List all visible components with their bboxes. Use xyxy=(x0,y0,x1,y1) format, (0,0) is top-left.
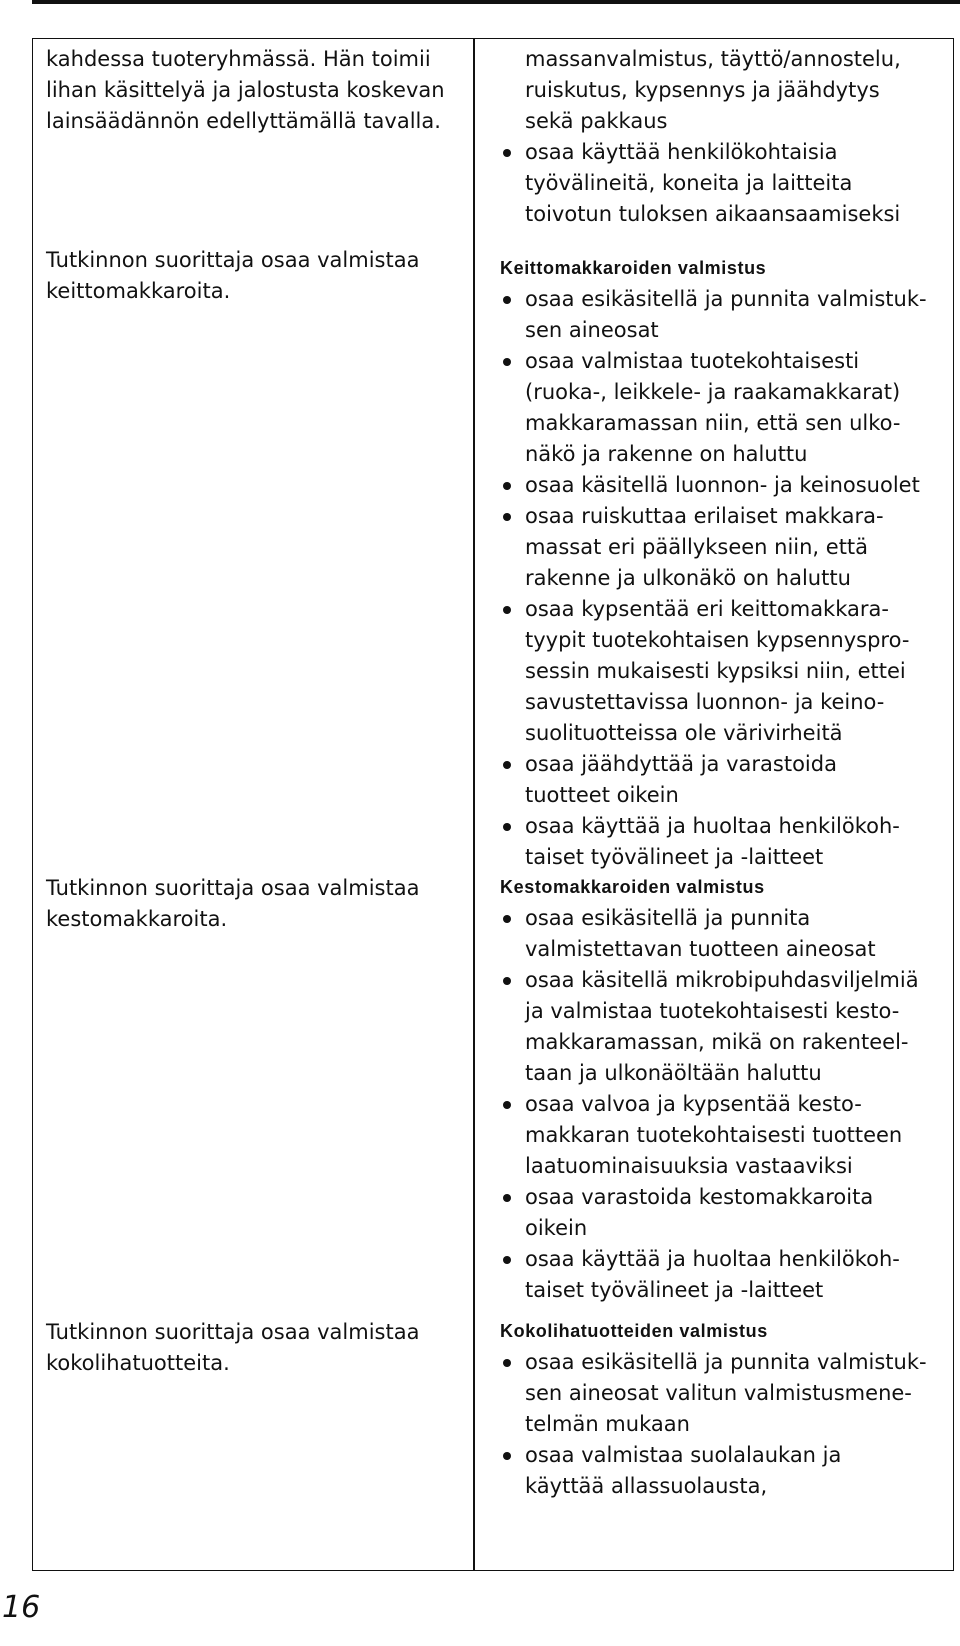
text-line: sessin mukaisesti kypsiksi niin, ettei xyxy=(525,659,906,683)
bullet-item: osaa jäähdyttää ja varastoida xyxy=(500,749,940,780)
left-block-kokolihatuotteet xyxy=(46,1317,456,1379)
bullet-item: osaa käsitellä luonnon- ja keinosuolet xyxy=(500,470,940,501)
text-line: makkaramassan niin, että sen ulko- xyxy=(525,411,901,435)
left-line: Tutkinnon suorittaja osaa valmistaa xyxy=(46,1320,420,1344)
bullet-item: osaa käsitellä mikrobipuhdasviljelmiä xyxy=(500,965,940,996)
top-rule xyxy=(32,0,960,4)
text-line: taiset työvälineet ja -laitteet xyxy=(525,1278,824,1302)
section-kokolihatuotteiden-valmistus xyxy=(500,1316,940,1502)
section-keittomakkaroiden-valmistus xyxy=(500,253,940,873)
text-line: valmistettavan tuotteen aineosat xyxy=(525,937,876,961)
bullet-item: osaa esikäsitellä ja punnita valmistuk- xyxy=(500,284,940,315)
text-line: toivotun tuloksen aikaansaamiseksi xyxy=(525,202,901,226)
text-line: oikein xyxy=(525,1216,588,1240)
text-line: makkaramassan, mikä on rakenteel- xyxy=(525,1030,909,1054)
bullet-item: osaa valmistaa suolalaukan ja xyxy=(500,1440,940,1471)
text-line: taiset työvälineet ja -laitteet xyxy=(525,845,824,869)
left-line: kokolihatuotteita. xyxy=(46,1351,230,1375)
text-line: telmän mukaan xyxy=(525,1412,690,1436)
text-line: tyypit tuotekohtaisen kypsennyspro- xyxy=(525,628,910,652)
bullet-item: osaa valmistaa tuotekohtaisesti xyxy=(500,346,940,377)
left-line: lainsäädännön edellyttämällä tavalla. xyxy=(46,109,441,133)
bullet-item: osaa esikäsitellä ja punnita xyxy=(500,903,940,934)
text-line: ja valmistaa tuotekohtaisesti kesto- xyxy=(525,999,900,1023)
text-line: laatuominaisuuksia vastaaviksi xyxy=(525,1154,853,1178)
bullet-item: osaa ruiskuttaa erilaiset makkara- xyxy=(500,501,940,532)
right-intro xyxy=(500,44,940,230)
text-line: taan ja ulkonäöltään haluttu xyxy=(525,1061,822,1085)
bullet-item: osaa käyttää ja huoltaa henkilökoh- xyxy=(500,811,940,842)
left-block-keittomakkarat xyxy=(46,245,456,307)
bullet-item: osaa käyttää henkilökohtaisia xyxy=(500,137,940,168)
bullet-item: osaa kypsentää eri keittomakkara- xyxy=(500,594,940,625)
left-block-kestomakkarat xyxy=(46,873,456,935)
text-line: tuotteet oikein xyxy=(525,783,679,807)
text-line: rakenne ja ulkonäkö on haluttu xyxy=(525,566,851,590)
text-line: ruiskutus, kypsennys ja jäähdytys xyxy=(525,78,880,102)
column-divider xyxy=(473,38,475,1571)
left-block-intro xyxy=(46,44,456,137)
text-line: (ruoka-, leikkele- ja raakamakkarat) xyxy=(525,380,901,404)
text-line: massanvalmistus, täyttö/annostelu, xyxy=(525,47,901,71)
left-line: keittomakkaroita. xyxy=(46,279,231,303)
text-line: massat eri päällykseen niin, että xyxy=(525,535,869,559)
section-heading: Kestomakkaroiden valmistus xyxy=(500,877,765,897)
bullet-item: osaa varastoida kestomakkaroita xyxy=(500,1182,940,1213)
section-kestomakkaroiden-valmistus xyxy=(500,872,940,1306)
section-heading: Keittomakkaroiden valmistus xyxy=(500,258,767,278)
left-line: Tutkinnon suorittaja osaa valmistaa xyxy=(46,876,420,900)
text-line: sen aineosat valitun valmistusmene- xyxy=(525,1381,912,1405)
left-line: kestomakkaroita. xyxy=(46,907,228,931)
bullet-item: osaa käyttää ja huoltaa henkilökoh- xyxy=(500,1244,940,1275)
bullet-item: osaa esikäsitellä ja punnita valmistuk- xyxy=(500,1347,940,1378)
page-number: 16 xyxy=(2,1590,41,1625)
text-line: sekä pakkaus xyxy=(525,109,668,133)
left-line: Tutkinnon suorittaja osaa valmistaa xyxy=(46,248,420,272)
text-line: käyttää allassuolausta, xyxy=(525,1474,768,1498)
text-line: makkaran tuotekohtaisesti tuotteen xyxy=(525,1123,903,1147)
section-heading: Kokolihatuotteiden valmistus xyxy=(500,1321,768,1341)
text-line: suolituotteissa ole värivirheitä xyxy=(525,721,843,745)
left-line: lihan käsittelyä ja jalostusta koskevan xyxy=(46,78,445,102)
bullet-item: osaa valvoa ja kypsentää kesto- xyxy=(500,1089,940,1120)
text-line: sen aineosat xyxy=(525,318,659,342)
text-line: savustettavissa luonnon- ja keino- xyxy=(525,690,885,714)
text-line: näkö ja rakenne on haluttu xyxy=(525,442,808,466)
text-line: työvälineitä, koneita ja laitteita xyxy=(525,171,853,195)
left-line: kahdessa tuoteryhmässä. Hän toimii xyxy=(46,47,431,71)
